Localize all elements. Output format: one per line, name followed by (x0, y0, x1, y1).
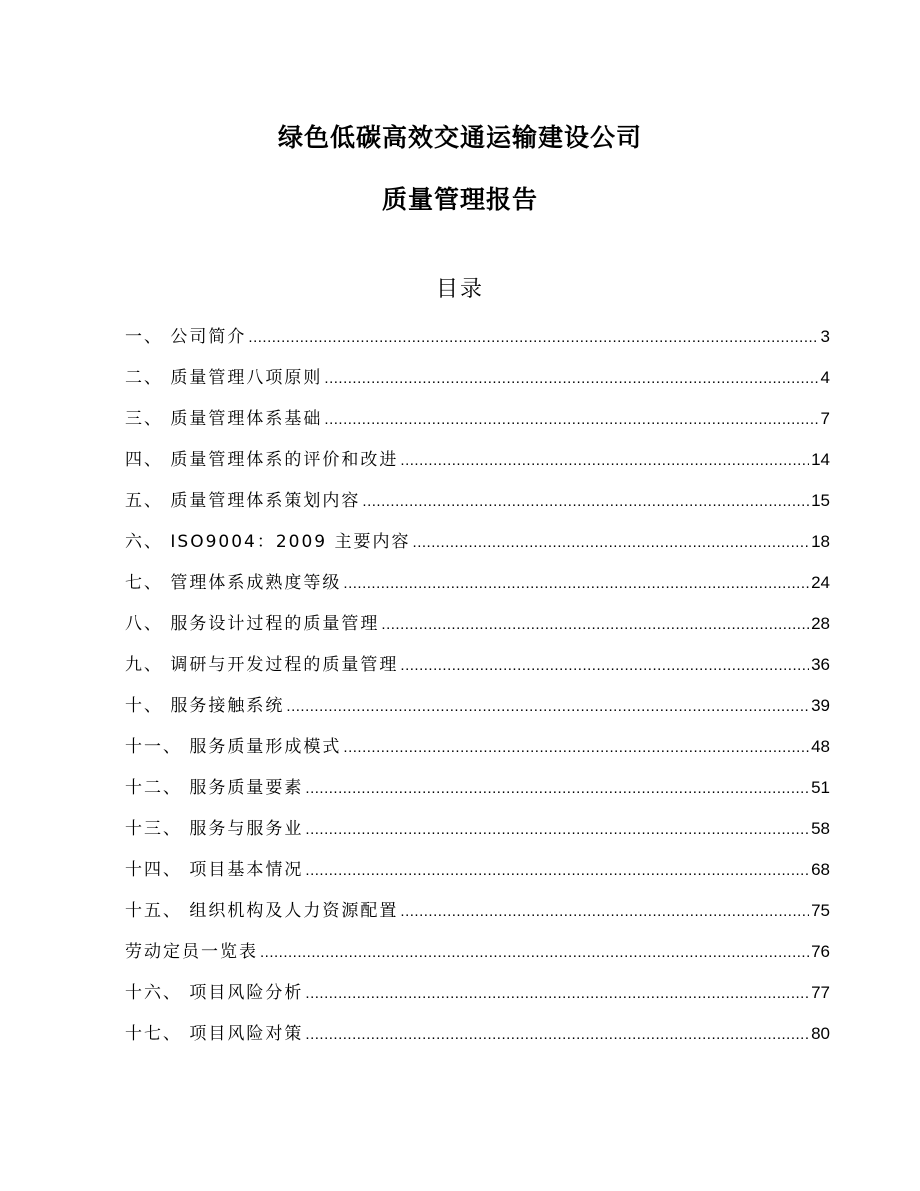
toc-entry-page: 28 (811, 614, 830, 633)
toc-entry-page: 75 (811, 901, 830, 920)
toc-entry[interactable] (125, 443, 830, 484)
toc-dot-leader (324, 362, 818, 396)
toc-dot-leader (305, 977, 809, 1011)
toc-entry-page: 36 (811, 655, 830, 674)
toc-entry-page: 14 (811, 450, 830, 469)
toc-entry-label: 十二、 服务质量要素 (125, 778, 304, 798)
toc-entry[interactable] (125, 771, 830, 812)
toc-entry-page: 18 (811, 532, 830, 551)
toc-entry-label: 八、 服务设计过程的质量管理 (125, 614, 380, 634)
toc-entry[interactable] (125, 320, 830, 361)
toc-dot-leader (381, 608, 809, 642)
toc-dot-leader (343, 731, 809, 765)
toc-dot-leader (248, 321, 818, 355)
toc-dot-leader (305, 1018, 809, 1052)
toc-entry-page: 77 (811, 983, 830, 1002)
toc-entry-label: 劳动定员一览表 (125, 942, 258, 962)
toc-entry[interactable] (125, 402, 830, 443)
document-title: 绿色低碳高效交通运输建设公司 (277, 123, 642, 152)
toc-dot-leader (400, 444, 809, 478)
toc-entry-page: 51 (811, 778, 830, 797)
toc-dot-leader (324, 403, 818, 437)
toc-entry-label: 十五、 组织机构及人力资源配置 (125, 901, 399, 921)
toc-heading: 目录 (435, 277, 484, 302)
toc-entry[interactable] (125, 812, 830, 853)
toc-entry[interactable] (125, 730, 830, 771)
toc-dot-leader (305, 813, 809, 847)
toc-entry[interactable] (125, 894, 830, 935)
toc-entry-label: 三、 质量管理体系基础 (125, 409, 323, 429)
toc-entry-label: 十、 服务接触系统 (125, 696, 285, 716)
toc-entry-page: 39 (811, 696, 830, 715)
document-subtitle: 质量管理报告 (381, 185, 538, 214)
toc-entry-label: 十四、 项目基本情况 (125, 860, 304, 880)
toc-dot-leader (400, 895, 809, 929)
toc-entry-page: 7 (820, 409, 830, 428)
toc-entry[interactable] (125, 853, 830, 894)
toc-entry[interactable] (125, 1017, 830, 1058)
toc-entry-page: 15 (811, 491, 830, 510)
toc-entry[interactable] (125, 607, 830, 648)
toc-dot-leader (362, 485, 809, 519)
toc-dot-leader (286, 690, 809, 724)
toc-dot-leader (343, 567, 809, 601)
toc-entry-page: 48 (811, 737, 830, 756)
toc-entry-label: 一、 公司简介 (125, 327, 247, 347)
toc-entry-label: 四、 质量管理体系的评价和改进 (125, 450, 399, 470)
toc-entry[interactable] (125, 361, 830, 402)
toc-entry-page: 68 (811, 860, 830, 879)
toc-entry-label: 十七、 项目风险对策 (125, 1024, 304, 1044)
table-of-contents (125, 320, 830, 1058)
toc-entry-label: 七、 管理体系成熟度等级 (125, 573, 342, 593)
toc-entry[interactable] (125, 976, 830, 1017)
toc-entry[interactable] (125, 689, 830, 730)
toc-entry[interactable] (125, 566, 830, 607)
toc-entry-page: 58 (811, 819, 830, 838)
toc-entry[interactable] (125, 648, 830, 689)
toc-dot-leader (260, 936, 809, 970)
toc-entry-label: 十一、 服务质量形成模式 (125, 737, 342, 757)
toc-entry[interactable] (125, 525, 830, 566)
toc-dot-leader (400, 649, 809, 683)
toc-entry-page: 80 (811, 1024, 830, 1043)
toc-entry-label: 十六、 项目风险分析 (125, 983, 304, 1003)
toc-entry[interactable] (125, 935, 830, 976)
toc-dot-leader (305, 772, 809, 806)
toc-entry-label: 六、 ISO9004：2009 主要内容 (125, 532, 411, 552)
toc-entry-page: 76 (811, 942, 830, 961)
toc-entry[interactable] (125, 484, 830, 525)
toc-dot-leader (305, 854, 809, 888)
toc-entry-page: 3 (820, 327, 830, 346)
toc-entry-label: 五、 质量管理体系策划内容 (125, 491, 361, 511)
toc-entry-page: 4 (820, 368, 830, 387)
toc-entry-page: 24 (811, 573, 830, 592)
toc-dot-leader (413, 526, 810, 560)
toc-entry-label: 十三、 服务与服务业 (125, 819, 304, 839)
toc-entry-label: 二、 质量管理八项原则 (125, 368, 323, 388)
toc-entry-label: 九、 调研与开发过程的质量管理 (125, 655, 399, 675)
